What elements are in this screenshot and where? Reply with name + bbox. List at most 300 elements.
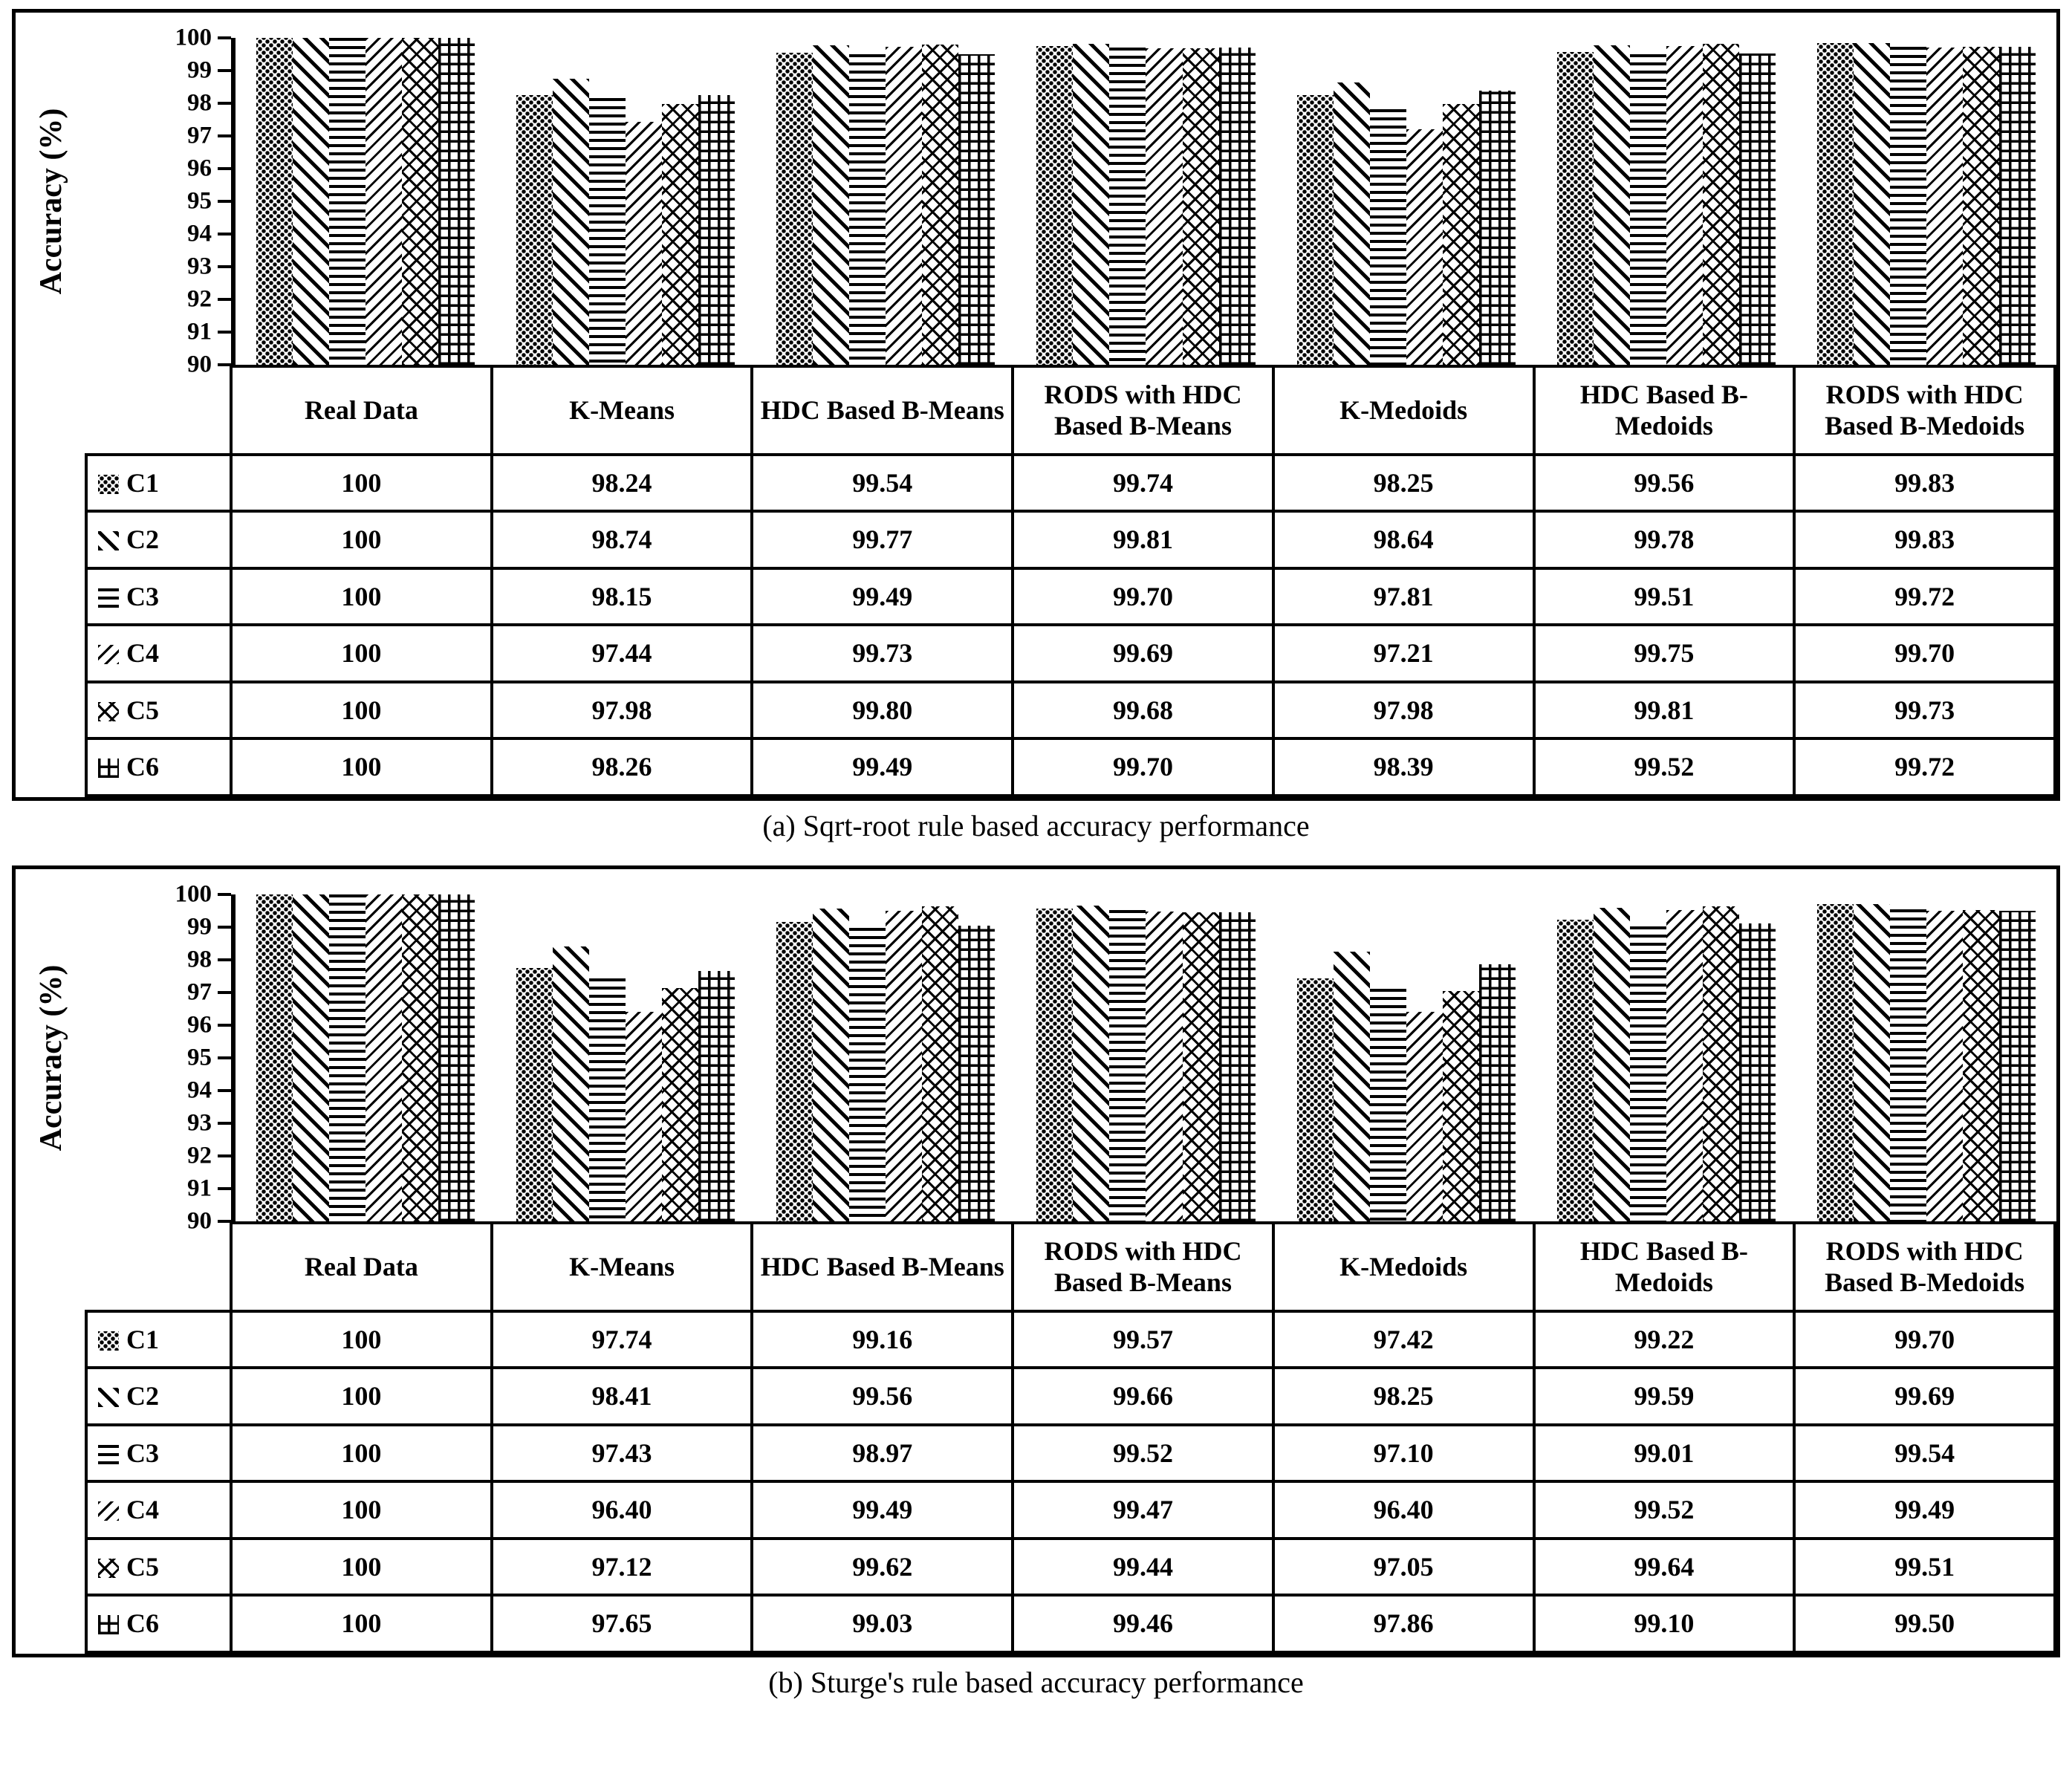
value-cell: 98.74 (492, 511, 753, 568)
value-cell: 100 (231, 1311, 492, 1368)
category-slot (236, 894, 496, 1221)
row-spacer (16, 1481, 86, 1538)
category-slot (1796, 38, 2056, 365)
bar-c6-cat5 (1479, 964, 1516, 1221)
value-cell: 99.74 (1013, 455, 1273, 511)
bar-c1-cat1 (256, 38, 293, 365)
y-tick-label: 98 (187, 946, 212, 973)
row-spacer (16, 738, 86, 795)
value-cell: 97.86 (1273, 1595, 1534, 1651)
table-row (16, 1481, 2055, 1538)
value-cell: 99.03 (752, 1595, 1013, 1651)
y-tick-mark (218, 36, 231, 39)
bar-c1-cat1 (256, 894, 293, 1221)
bar-c5-cat4 (1183, 912, 1219, 1221)
value-cell: 99.81 (1013, 511, 1273, 568)
legend-swatch-c4-icon (98, 1501, 119, 1521)
column-header: RODS with HDC Based B-Medoids (1794, 366, 2055, 455)
value-cell: 97.81 (1273, 568, 1534, 625)
table-row (16, 1368, 2055, 1424)
y-axis-title-a (16, 38, 86, 365)
bar-c4-cat4 (1146, 48, 1182, 365)
legend-cell-c2 (86, 511, 231, 568)
value-cell: 99.78 (1534, 511, 1795, 568)
value-cell: 99.56 (1534, 455, 1795, 511)
value-cell: 98.97 (752, 1425, 1013, 1481)
y-tick-label: 99 (187, 56, 212, 84)
row-spacer (16, 1311, 86, 1368)
y-tick-mark (218, 1154, 231, 1157)
value-cell: 97.65 (492, 1595, 753, 1651)
bar-c3-cat7 (1890, 47, 1926, 365)
y-tick-mark (218, 298, 231, 301)
value-cell: 99.73 (752, 625, 1013, 681)
bar-c2-cat5 (1334, 82, 1370, 365)
y-tick-mark (218, 991, 231, 994)
legend-cell-c3 (86, 568, 231, 625)
bar-c5-cat6 (1703, 44, 1739, 365)
legend-cell-c1 (86, 455, 231, 511)
bar-c4-cat7 (1926, 911, 1963, 1221)
value-cell: 99.51 (1534, 568, 1795, 625)
value-cell: 99.16 (752, 1311, 1013, 1368)
value-cell: 100 (231, 1595, 492, 1651)
bar-c5-cat3 (922, 45, 958, 365)
legend-swatch-c2-icon (98, 1388, 119, 1407)
y-tick-label: 90 (187, 1207, 212, 1235)
bar-c4-cat2 (626, 122, 662, 365)
value-cell: 99.10 (1534, 1595, 1795, 1651)
y-tick-mark (218, 1056, 231, 1059)
bar-c5-cat6 (1703, 906, 1739, 1221)
value-cell: 100 (231, 1481, 492, 1538)
bar-c5-cat7 (1963, 47, 1999, 365)
y-tick-mark (218, 893, 231, 896)
value-cell: 99.54 (752, 455, 1013, 511)
bar-c1-cat7 (1817, 43, 1854, 365)
value-cell: 100 (231, 682, 492, 738)
bar-c3-cat3 (849, 928, 886, 1221)
bar-c5-cat1 (402, 894, 438, 1221)
category-slot (756, 38, 1016, 365)
legend-cell-c2 (86, 1368, 231, 1424)
value-cell: 97.98 (1273, 682, 1534, 738)
y-tick-label: 93 (187, 253, 212, 280)
header-spacer (16, 366, 231, 455)
bar-c1-cat5 (1297, 95, 1334, 365)
bar-c3-cat7 (1890, 909, 1926, 1221)
category-slot (1016, 38, 1276, 365)
bar-c3-cat6 (1630, 926, 1666, 1221)
y-tick-mark (218, 1220, 231, 1223)
bar-c2-cat2 (553, 79, 589, 365)
table-row (16, 455, 2055, 511)
value-cell: 97.44 (492, 625, 753, 681)
bar-c6-cat2 (698, 95, 735, 365)
bar-c2-cat1 (293, 38, 329, 365)
bar-c3-cat5 (1370, 989, 1406, 1221)
y-tick-label: 100 (175, 24, 212, 51)
bar-c6-cat4 (1219, 48, 1256, 365)
bar-c1-cat7 (1817, 904, 1854, 1221)
bar-c2-cat6 (1594, 908, 1630, 1221)
value-cell: 99.69 (1013, 625, 1273, 681)
series-label: C3 (126, 1438, 159, 1468)
bar-c6-cat3 (958, 54, 995, 365)
value-cell: 99.75 (1534, 625, 1795, 681)
y-axis-ticks (86, 24, 231, 378)
column-header: K-Medoids (1273, 366, 1534, 455)
category-slot (496, 894, 756, 1221)
bar-c5-cat3 (922, 906, 958, 1221)
y-tick-mark (218, 167, 231, 170)
y-tick-label: 96 (187, 1011, 212, 1039)
bar-c2-cat1 (293, 894, 329, 1221)
y-tick-mark (218, 1187, 231, 1190)
caption-b: (b) Sturge's rule based accuracy performance (768, 1665, 1304, 1699)
chart-panel-b (12, 865, 2060, 1657)
value-cell: 99.80 (752, 682, 1013, 738)
y-axis-ticks (86, 880, 231, 1235)
data-table-b (16, 1221, 2056, 1654)
y-tick-mark (218, 331, 231, 334)
value-cell: 99.77 (752, 511, 1013, 568)
value-cell: 100 (231, 1368, 492, 1424)
bar-c3-cat3 (849, 54, 886, 365)
value-cell: 99.49 (1794, 1481, 2055, 1538)
y-tick-mark (218, 102, 231, 105)
table-row (16, 738, 2055, 795)
column-header: RODS with HDC Based B-Medoids (1794, 1223, 2055, 1311)
bar-c3-cat2 (589, 978, 626, 1221)
value-cell: 99.72 (1794, 568, 2055, 625)
value-cell: 100 (231, 738, 492, 795)
value-cell: 97.98 (492, 682, 753, 738)
category-slot (1276, 38, 1536, 365)
y-tick-label: 100 (175, 880, 212, 908)
value-cell: 99.62 (752, 1539, 1013, 1595)
row-spacer (16, 1368, 86, 1424)
series-label: C1 (126, 1324, 159, 1354)
plot-area (231, 894, 2056, 1221)
table-row (16, 682, 2055, 738)
plot-area (231, 38, 2056, 365)
bar-c4-cat4 (1146, 912, 1182, 1221)
value-cell: 96.40 (1273, 1481, 1534, 1538)
column-header: Real Data (231, 1223, 492, 1311)
value-cell: 99.83 (1794, 455, 2055, 511)
value-cell: 99.54 (1794, 1425, 2055, 1481)
value-cell: 97.42 (1273, 1311, 1534, 1368)
table-row (16, 1311, 2055, 1368)
y-tick-label: 94 (187, 1076, 212, 1104)
y-tick-label: 92 (187, 285, 212, 313)
category-slot (236, 38, 496, 365)
bar-c4-cat6 (1666, 910, 1703, 1221)
bar-c5-cat2 (662, 104, 698, 365)
bar-c5-cat5 (1443, 104, 1479, 365)
legend-swatch-c5-icon (98, 1559, 119, 1578)
value-cell: 99.59 (1534, 1368, 1795, 1424)
value-cell: 99.69 (1794, 1368, 2055, 1424)
y-tick-label: 91 (187, 318, 212, 345)
bar-c4-cat2 (626, 1012, 662, 1221)
value-cell: 99.72 (1794, 738, 2055, 795)
row-spacer (16, 455, 86, 511)
bar-cluster (1817, 894, 2036, 1221)
bar-cluster (1036, 894, 1255, 1221)
value-cell: 99.68 (1013, 682, 1273, 738)
bar-c3-cat6 (1630, 54, 1666, 365)
bar-c2-cat3 (813, 909, 849, 1221)
y-tick-mark (218, 200, 231, 203)
series-label: C2 (126, 1381, 159, 1412)
chart-panel-a (12, 9, 2060, 801)
value-cell: 99.70 (1013, 738, 1273, 795)
value-cell: 98.15 (492, 568, 753, 625)
value-cell: 100 (231, 625, 492, 681)
value-cell: 99.52 (1534, 1481, 1795, 1538)
bar-c1-cat3 (776, 922, 813, 1221)
bar-c3-cat4 (1109, 910, 1146, 1221)
bar-c2-cat7 (1854, 904, 1890, 1221)
y-axis-title-text: Accuracy (%) (33, 108, 68, 295)
value-cell: 97.12 (492, 1539, 753, 1595)
bar-c3-cat4 (1109, 48, 1146, 365)
y-tick-label: 97 (187, 122, 212, 149)
bar-c1-cat2 (516, 968, 553, 1221)
bar-c6-cat5 (1479, 91, 1516, 365)
value-cell: 99.66 (1013, 1368, 1273, 1424)
bar-cluster (776, 38, 995, 365)
value-cell: 97.10 (1273, 1425, 1534, 1481)
legend-cell-c4 (86, 625, 231, 681)
bar-c6-cat3 (958, 926, 995, 1221)
bar-c6-cat6 (1739, 923, 1776, 1221)
value-cell: 100 (231, 1425, 492, 1481)
y-tick-mark (218, 134, 231, 137)
legend-cell-c6 (86, 1595, 231, 1651)
column-header: RODS with HDC Based B-Means (1013, 366, 1273, 455)
bar-c4-cat5 (1406, 129, 1443, 365)
value-cell: 98.25 (1273, 455, 1534, 511)
bar-cluster (1297, 894, 1516, 1221)
value-cell: 99.49 (752, 568, 1013, 625)
bar-c4-cat7 (1926, 48, 1963, 365)
value-cell: 99.44 (1013, 1539, 1273, 1595)
legend-swatch-c2-icon (98, 531, 119, 550)
category-slot (1796, 894, 2056, 1221)
column-header: K-Means (492, 1223, 753, 1311)
legend-swatch-c4-icon (98, 645, 119, 664)
y-tick-mark (218, 233, 231, 236)
chart-area-b (16, 869, 2056, 1235)
series-label: C6 (126, 1608, 159, 1639)
value-cell: 97.74 (492, 1311, 753, 1368)
value-cell: 99.64 (1534, 1539, 1795, 1595)
value-cell: 97.21 (1273, 625, 1534, 681)
legend-swatch-c6-icon (98, 759, 119, 778)
bar-cluster (776, 894, 995, 1221)
y-axis-title-text: Accuracy (%) (33, 964, 68, 1152)
value-cell: 99.49 (752, 738, 1013, 795)
value-cell: 99.52 (1534, 738, 1795, 795)
value-cell: 99.49 (752, 1481, 1013, 1538)
legend-swatch-c5-icon (98, 702, 119, 721)
value-cell: 99.22 (1534, 1311, 1795, 1368)
category-slot (1536, 894, 1796, 1221)
bar-c1-cat6 (1557, 920, 1594, 1221)
bar-c2-cat5 (1334, 952, 1370, 1221)
value-cell: 100 (231, 568, 492, 625)
bar-c6-cat4 (1219, 912, 1256, 1221)
series-label: C2 (126, 524, 159, 555)
bar-c6-cat7 (1999, 911, 2036, 1221)
column-header: HDC Based B-Means (752, 1223, 1013, 1311)
bar-cluster (1557, 894, 1776, 1221)
y-tick-label: 97 (187, 978, 212, 1006)
bar-cluster (1817, 38, 2036, 365)
legend-swatch-c1-icon (98, 475, 119, 494)
table-row (16, 1595, 2055, 1651)
legend-cell-c5 (86, 682, 231, 738)
bar-c4-cat6 (1666, 46, 1703, 365)
figure-panel-a (12, 9, 2060, 858)
bar-c1-cat6 (1557, 52, 1594, 365)
series-label: C5 (126, 695, 159, 725)
bar-c3-cat1 (329, 38, 366, 365)
bar-c1-cat3 (776, 53, 813, 365)
value-cell: 98.24 (492, 455, 753, 511)
bar-cluster (516, 38, 735, 365)
data-table-a (16, 365, 2056, 797)
value-cell: 99.70 (1794, 625, 2055, 681)
value-cell: 99.70 (1013, 568, 1273, 625)
value-cell: 97.43 (492, 1425, 753, 1481)
bar-c6-cat7 (1999, 47, 2036, 365)
bar-c6-cat6 (1739, 53, 1776, 365)
legend-swatch-c3-icon (98, 1445, 119, 1464)
bar-c4-cat3 (886, 47, 922, 365)
bar-c5-cat7 (1963, 910, 1999, 1221)
bar-c4-cat3 (886, 911, 922, 1221)
row-spacer (16, 1539, 86, 1595)
bar-cluster (516, 894, 735, 1221)
bar-c3-cat2 (589, 98, 626, 365)
series-label: C1 (126, 467, 159, 498)
series-label: C3 (126, 581, 159, 611)
bar-cluster (1297, 38, 1516, 365)
category-slot (1016, 894, 1276, 1221)
bar-c6-cat2 (698, 971, 735, 1221)
y-tick-mark (218, 1122, 231, 1125)
bar-c2-cat4 (1073, 906, 1109, 1221)
value-cell: 99.52 (1013, 1425, 1273, 1481)
header-spacer (16, 1223, 231, 1311)
bar-c6-cat1 (438, 38, 475, 365)
legend-cell-c1 (86, 1311, 231, 1368)
row-spacer (16, 1425, 86, 1481)
bar-cluster (256, 894, 475, 1221)
bar-c2-cat3 (813, 45, 849, 365)
bar-c4-cat1 (366, 894, 402, 1221)
bar-cluster (256, 38, 475, 365)
y-axis-title-b (16, 894, 86, 1221)
bar-c6-cat1 (438, 894, 475, 1221)
bar-c4-cat1 (366, 38, 402, 365)
y-tick-label: 93 (187, 1109, 212, 1137)
table-row (16, 1539, 2055, 1595)
figure-panel-b (12, 865, 2060, 1715)
row-spacer (16, 625, 86, 681)
column-header: K-Medoids (1273, 1223, 1534, 1311)
bar-c1-cat2 (516, 95, 553, 365)
table-row (16, 1425, 2055, 1481)
bar-cluster (1036, 38, 1255, 365)
row-spacer (16, 682, 86, 738)
bar-c4-cat5 (1406, 1012, 1443, 1221)
value-cell: 97.05 (1273, 1539, 1534, 1595)
series-label: C4 (126, 1495, 159, 1525)
value-cell: 98.26 (492, 738, 753, 795)
bar-c3-cat5 (1370, 109, 1406, 365)
legend-swatch-c3-icon (98, 588, 119, 608)
y-tick-label: 99 (187, 913, 212, 941)
category-slot (1536, 38, 1796, 365)
y-tick-mark (218, 958, 231, 961)
value-cell: 98.41 (492, 1368, 753, 1424)
value-cell: 99.83 (1794, 511, 2055, 568)
legend-cell-c6 (86, 738, 231, 795)
y-tick-mark (218, 1024, 231, 1027)
column-header: HDC Based B-Medoids (1534, 1223, 1795, 1311)
legend-cell-c5 (86, 1539, 231, 1595)
series-label: C4 (126, 638, 159, 669)
bar-c5-cat5 (1443, 991, 1479, 1221)
column-header: HDC Based B-Medoids (1534, 366, 1795, 455)
value-cell: 99.57 (1013, 1311, 1273, 1368)
value-cell: 100 (231, 455, 492, 511)
y-tick-label: 98 (187, 89, 212, 117)
value-cell: 99.46 (1013, 1595, 1273, 1651)
table-row (16, 625, 2055, 681)
header-row (16, 366, 2055, 455)
legend-swatch-c1-icon (98, 1331, 119, 1351)
legend-cell-c3 (86, 1425, 231, 1481)
y-tick-label: 95 (187, 187, 212, 215)
value-cell: 98.64 (1273, 511, 1534, 568)
caption-a: (a) Sqrt-root rule based accuracy performance (762, 808, 1310, 842)
y-tick-label: 92 (187, 1142, 212, 1169)
category-slot (756, 894, 1016, 1221)
value-cell: 99.51 (1794, 1539, 2055, 1595)
bar-c5-cat2 (662, 988, 698, 1221)
value-cell: 99.47 (1013, 1481, 1273, 1538)
column-header: RODS with HDC Based B-Means (1013, 1223, 1273, 1311)
value-cell: 98.39 (1273, 738, 1534, 795)
bar-c1-cat5 (1297, 978, 1334, 1221)
y-tick-label: 90 (187, 351, 212, 378)
bar-c2-cat2 (553, 946, 589, 1221)
row-spacer (16, 1595, 86, 1651)
y-tick-mark (218, 363, 231, 366)
value-cell: 99.50 (1794, 1595, 2055, 1651)
value-cell: 99.81 (1534, 682, 1795, 738)
y-tick-label: 95 (187, 1044, 212, 1071)
y-tick-mark (218, 926, 231, 929)
legend-swatch-c6-icon (98, 1615, 119, 1634)
series-label: C6 (126, 752, 159, 782)
